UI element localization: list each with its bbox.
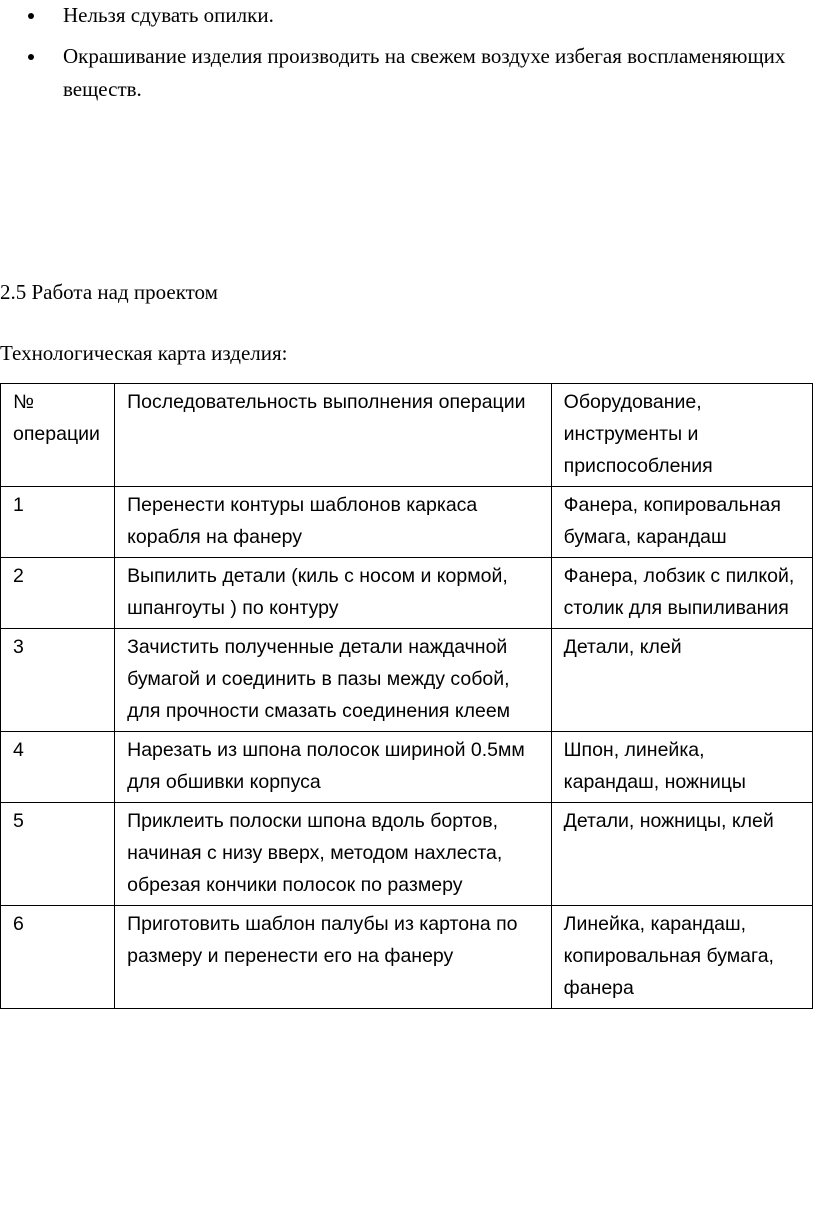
bullet-dot-icon	[28, 54, 34, 60]
table-header-row	[1, 384, 813, 487]
operation-number: 5	[1, 803, 115, 906]
bullet-item	[63, 0, 803, 32]
header-operation-sequence: Последовательность выполнения операции	[115, 384, 552, 487]
bullet-text: Окрашивание изделия производить на свежем воздухе избегая воспламеняющих веществ.	[63, 44, 786, 101]
operation-equipment: Шпон, линейка, карандаш, ножницы	[551, 732, 812, 803]
operation-equipment: Фанера, копировальная бумага, карандаш	[551, 487, 812, 558]
operation-number: 6	[1, 906, 115, 1009]
operation-number: 4	[1, 732, 115, 803]
operation-sequence: Зачистить полученные детали наждачной бумагой и соединить в пазы между собой, для прочности смазать соединения клеем	[115, 629, 552, 732]
operation-number: 3	[1, 629, 115, 732]
section-heading: 2.5 Работа над проектом	[0, 280, 218, 304]
table-row	[1, 906, 813, 1009]
bullet-item	[63, 40, 803, 106]
table-row	[1, 487, 813, 558]
header-operation-number: № операции	[1, 384, 115, 487]
operation-equipment: Детали, ножницы, клей	[551, 803, 812, 906]
table-row	[1, 803, 813, 906]
operation-sequence: Перенести контуры шаблонов каркаса корабля на фанеру	[115, 487, 552, 558]
technology-map-table	[0, 383, 813, 1009]
operation-sequence: Нарезать из шпона полосок шириной 0.5мм для обшивки корпуса	[115, 732, 552, 803]
table-row	[1, 558, 813, 629]
operation-sequence: Приклеить полоски шпона вдоль бортов, начиная с низу вверх, методом нахлеста, обрезая кончики полосок по размеру	[115, 803, 552, 906]
operation-sequence: Выпилить детали (киль с носом и кормой, шпангоуты ) по контуру	[115, 558, 552, 629]
table-row	[1, 732, 813, 803]
operation-number: 1	[1, 487, 115, 558]
operation-equipment: Линейка, карандаш, копировальная бумага, фанера	[551, 906, 812, 1009]
operation-number: 2	[1, 558, 115, 629]
bullet-text: Нельзя сдувать опилки.	[63, 3, 274, 27]
bullet-dot-icon	[28, 13, 34, 19]
operation-sequence: Приготовить шаблон палубы из картона по размеру и перенести его на фанеру	[115, 906, 552, 1009]
table-row	[1, 629, 813, 732]
operation-equipment: Фанера, лобзик с пилкой, столик для выпиливания	[551, 558, 812, 629]
header-equipment: Оборудование, инструменты и приспособления	[551, 384, 812, 487]
operation-equipment: Детали, клей	[551, 629, 812, 732]
table-caption: Технологическая карта изделия:	[0, 341, 288, 365]
